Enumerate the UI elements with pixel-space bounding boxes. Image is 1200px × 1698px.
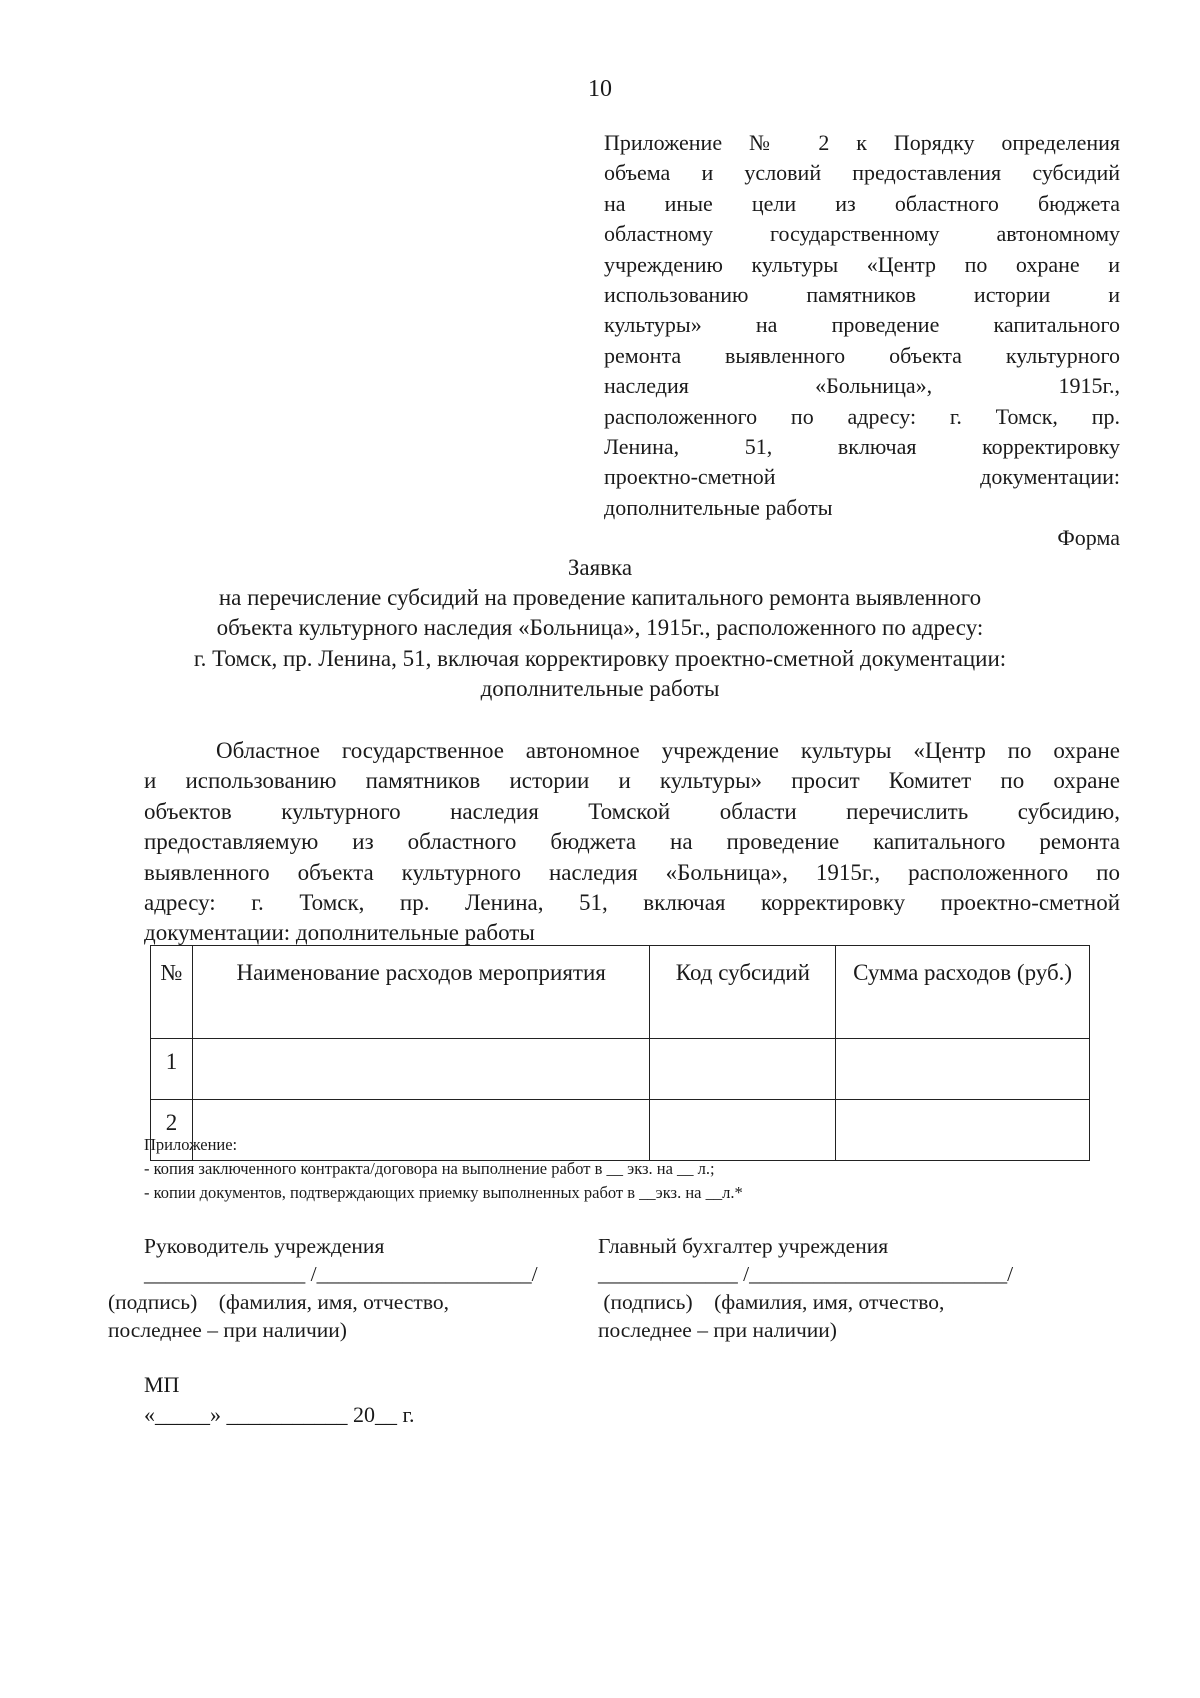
appendix-line: ремонта выявленного объекта культурного (604, 342, 1120, 368)
page-number: 10 (588, 76, 612, 102)
paragraph-line: Областное государственное автономное учреждение культуры «Центр по охране (216, 738, 1120, 763)
appendix-line: расположенного по адресу: г. Томск, пр. (604, 403, 1120, 429)
attachments-list (144, 1133, 743, 1205)
attachment-item: - копия заключенного контракта/договора на выполнение работ в __ экз. на __ л.; (144, 1159, 715, 1178)
paragraph-line: документации: дополнительные работы (144, 920, 535, 946)
appendix-reference (604, 128, 1120, 523)
expenses-table (150, 945, 1090, 1161)
appendix-line: наследия «Больница», 1915г., (604, 373, 1120, 399)
accountant-title: Главный бухгалтер учреждения (598, 1234, 889, 1258)
attachments-title: Приложение: (144, 1135, 238, 1154)
request-paragraph (144, 736, 1120, 949)
appendix-line: проектно-сметной документации: (604, 464, 1120, 490)
accountant-signature-caption (598, 1288, 944, 1344)
paragraph-line: адресу: г. Томск, пр. Ленина, 51, включая корректировку проектно-сметной (144, 890, 1120, 916)
column-header-expense-name: Наименование расходов мероприятия (192, 946, 649, 1039)
head-caption-line: последнее – при наличии) (108, 1318, 347, 1342)
accountant-caption-line: последнее – при наличии) (598, 1318, 837, 1342)
title-line: объекта культурного наследия «Больница», 1915г., расположенного по адресу: (216, 615, 984, 641)
appendix-line: дополнительные работы (604, 494, 833, 520)
paragraph-line: выявленного объекта культурного наследия «Больница», 1915г., расположенного по (144, 859, 1120, 885)
appendix-line: Ленина, 51, включая корректировку (604, 434, 1120, 460)
paragraph-line: предоставляемую из областного бюджета на проведение капитального ремонта (144, 829, 1120, 855)
attachment-item: - копии документов, подтверждающих приемку выполненных работ в __экз. на __л.* (144, 1183, 743, 1202)
accountant-signature (598, 1232, 1013, 1288)
form-label: Форма (1057, 525, 1120, 550)
paragraph-line: объектов культурного наследия Томской области перечислить субсидию, (144, 798, 1120, 824)
title-line: Заявка (567, 555, 633, 580)
appendix-line: объема и условий предоставления субсидий (604, 160, 1120, 186)
appendix-line: использованию памятников истории и (604, 282, 1120, 308)
head-signature (144, 1232, 538, 1288)
column-header-number: № (151, 946, 193, 1039)
amount-cell[interactable] (836, 1039, 1090, 1100)
row-number-cell: 2 (151, 1100, 193, 1161)
head-signature-caption (108, 1288, 449, 1344)
amount-cell[interactable] (836, 1100, 1090, 1161)
title-line: на перечисление субсидий на проведение капитального ремонта выявленного (218, 585, 982, 611)
accountant-caption-line: (подпись) (фамилия, имя, отчество, (598, 1290, 945, 1314)
title-line: дополнительные работы (480, 675, 720, 701)
table-header-row (151, 946, 1090, 1039)
appendix-line: областному государственному автономному (604, 221, 1120, 247)
paragraph-line: и использованию памятников истории и культуры» просит Комитет по охране (144, 768, 1120, 794)
date-field[interactable]: «_____» ___________ 20__ г. (144, 1402, 415, 1427)
stamp-label: МП (144, 1372, 180, 1397)
head-signature-line[interactable]: _______________ /____________________/ (144, 1262, 538, 1286)
appendix-line: учреждению культуры «Центр по охране и (604, 251, 1120, 277)
appendix-line: культуры» на проведение капитального (604, 312, 1120, 338)
column-header-amount: Сумма расходов (руб.) (836, 946, 1090, 1039)
subsidy-code-cell[interactable] (650, 1039, 836, 1100)
title-line: г. Томск, пр. Ленина, 51, включая корректировку проектно-сметной документации: (193, 645, 1007, 671)
accountant-signature-line[interactable]: _____________ /________________________/ (598, 1262, 1014, 1286)
table-row (151, 1039, 1090, 1100)
appendix-line: на иные цели из областного бюджета (604, 190, 1120, 216)
column-header-subsidy-code: Код субсидий (650, 946, 836, 1039)
head-caption-line: (подпись) (фамилия, имя, отчество, (108, 1290, 449, 1314)
head-title: Руководитель учреждения (144, 1234, 385, 1258)
row-number-cell: 1 (151, 1039, 193, 1100)
appendix-line: Приложение № 2 к Порядку определения (604, 130, 1120, 155)
expense-name-cell[interactable] (192, 1039, 649, 1100)
document-title (0, 553, 1200, 704)
